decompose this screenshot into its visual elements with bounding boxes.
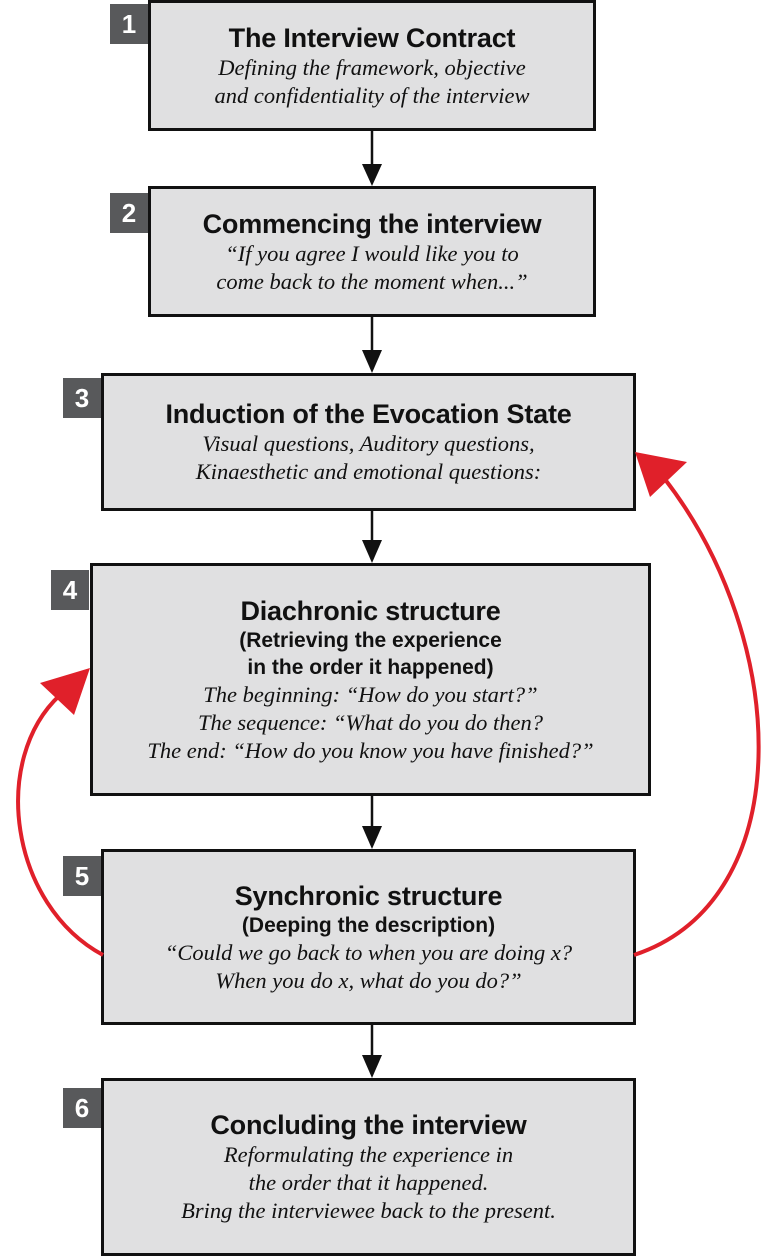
arrow-1-to-2 [362,131,382,186]
step-4-line: The beginning: “How do you start?” [203,681,538,707]
step-6-number-badge: 6 [63,1088,101,1128]
step-1-line: Defining the framework, objective [218,54,526,80]
step-6-title: Concluding the interview [210,1110,527,1140]
step-6-line: Bring the interviewee back to the present. [181,1198,556,1223]
step-4-title: Diachronic structure [240,595,501,626]
step-2-number-badge: 2 [110,193,148,233]
step-2-line: come back to the moment when...” [216,268,528,294]
step-4-subtitle: (Retrieving the experience [239,628,502,652]
arrow-3-to-4 [362,511,382,563]
step-4-subtitle: in the order it happened) [247,655,494,679]
step-4-line: The end: “How do you know you have finished?” [147,737,594,763]
step-1-title: The Interview Contract [228,22,516,53]
step-3-line: Kinaesthetic and emotional questions: [195,459,542,484]
arrow-5-to-6 [362,1025,382,1078]
arrow-2-to-3 [362,317,382,373]
step-5-subtitle: (Deeping the description) [241,913,496,937]
step-2-title: Commencing the interview [202,208,542,239]
step-4-line: The sequence: “What do you do then? [198,709,543,735]
step-5-number-badge: 5 [63,856,101,896]
step-5-title: Synchronic structure [234,880,503,911]
step-6-line: Reformulating the experience in [223,1142,514,1167]
step-6-line: the order that it happened. [248,1170,489,1195]
step-2-line: “If you agree I would like you to [225,240,519,266]
step-4-number-badge: 4 [51,570,89,610]
arrow-4-to-5 [362,796,382,849]
loop-arrow-5-to-3 [634,452,759,955]
step-1-line: and confidentiality of the interview [214,82,530,108]
step-5-line: When you do x, what do you do?” [215,967,522,993]
loop-arrow-5-to-4 [18,668,103,955]
step-5-line: “Could we go back to when you are doing x? [164,939,573,965]
step-3-line: Visual questions, Auditory questions, [202,431,535,456]
step-1-number-badge: 1 [110,4,148,44]
step-3-title: Induction of the Evocation State [165,399,572,429]
step-3-number-badge: 3 [63,378,101,418]
